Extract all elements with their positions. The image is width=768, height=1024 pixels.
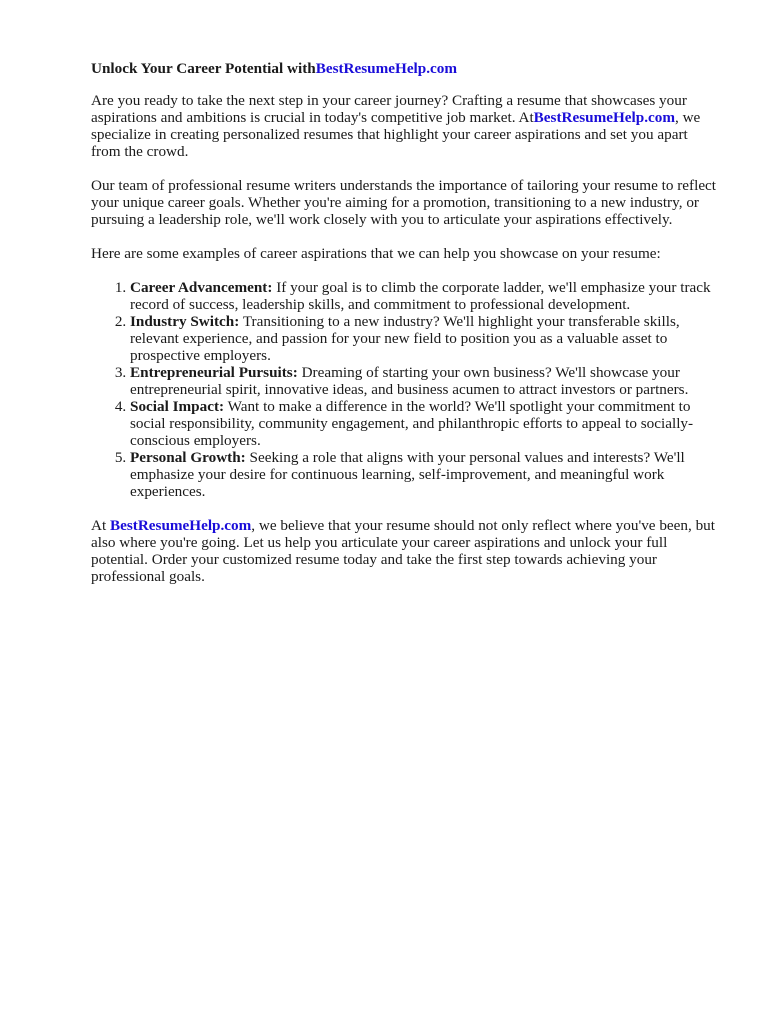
- document-page: [91, 60, 721, 602]
- closing-site-link[interactable]: BestResumeHelp.com: [109, 517, 252, 534]
- list-item: [130, 279, 721, 313]
- list-item: [130, 449, 721, 500]
- examples-list: [91, 279, 721, 500]
- intro-text-after: , we specialize in creating personalized resumes that highlight your career aspirations and set you apart from the crowd.: [91, 109, 701, 160]
- title-site-link[interactable]: BestResumeHelp.com: [315, 60, 458, 77]
- examples-intro: Here are some examples of career aspirations that we can help you showcase on your resume:: [91, 245, 661, 262]
- intro-text-before: Are you ready to take the next step in your career journey? Crafting a resume that showcases your aspirations and ambitions is crucial in today's competitive job market. At: [91, 92, 687, 126]
- list-item: [130, 364, 721, 398]
- list-item-title: Entrepreneurial Pursuits:: [130, 364, 298, 381]
- list-item-text: Dreaming of starting your own business? We'll showcase your entrepreneurial spirit, innovative ideas, and business acumen to attract investors or partners.: [130, 364, 689, 398]
- closing-text-before: At: [91, 517, 110, 534]
- list-item-title: Personal Growth:: [130, 449, 246, 466]
- intro-paragraph: [91, 92, 721, 160]
- team-paragraph: Our team of professional resume writers understands the importance of tailoring your resume to reflect your unique career goals. Whether you're aiming for a promotion, transitioning to a new industry, or pursuing a leadership role, we'll work closely with you to articulate your aspirations effectively.: [91, 177, 717, 228]
- closing-paragraph: [91, 517, 721, 585]
- list-item-title: Industry Switch:: [130, 313, 240, 330]
- list-item-title: Career Advancement:: [130, 279, 273, 296]
- page-title: [91, 60, 721, 77]
- list-item-text: Seeking a role that aligns with your personal values and interests? We'll emphasize your desire for continuous learning, self-improvement, and meaningful work experiences.: [130, 449, 685, 500]
- list-item-title: Social Impact:: [130, 398, 225, 415]
- list-item-text: Transitioning to a new industry? We'll highlight your transferable skills, relevant experience, and passion for your new field to position you as a valuable asset to prospective employers.: [130, 313, 680, 364]
- list-item: [130, 398, 721, 449]
- closing-text-after: , we believe that your resume should not only reflect where you've been, but also where you're going. Let us help you articulate your career aspirations and unlock your full potential. Order your customized resume today and take the first step towards achieving your professional goals.: [91, 517, 715, 585]
- list-item: [130, 313, 721, 364]
- title-text: Unlock Your Career Potential with: [91, 60, 316, 77]
- list-item-text: Want to make a difference in the world? We'll spotlight your commitment to social responsibility, community engagement, and philanthropic efforts to appeal to socially-conscious employers.: [130, 398, 694, 449]
- list-item-text: If your goal is to climb the corporate ladder, we'll emphasize your track record of success, leadership skills, and commitment to professional development.: [130, 279, 711, 313]
- intro-site-link[interactable]: BestResumeHelp.com: [533, 109, 675, 126]
